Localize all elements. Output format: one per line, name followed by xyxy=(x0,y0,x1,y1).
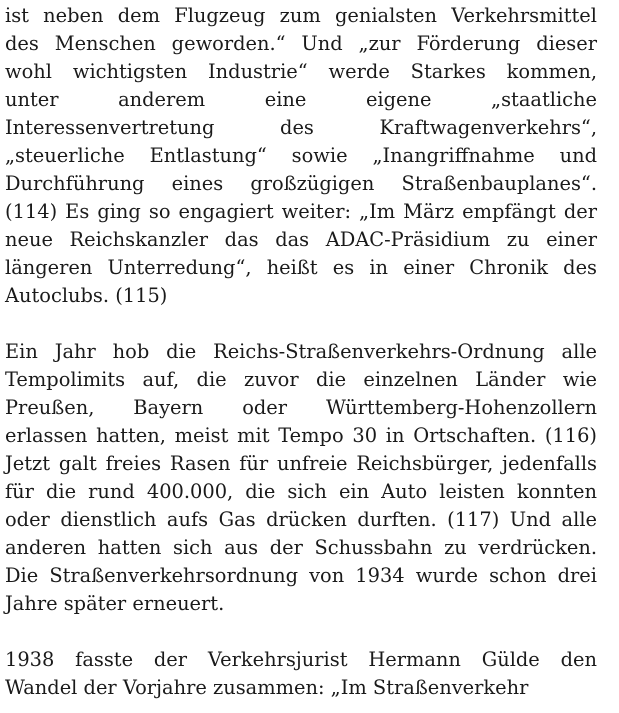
text-line: Tempolimits auf, die zuvor die einzelnen Länder wie xyxy=(5,368,597,391)
text-line: (114) Es ging so engagiert weiter: „Im März empfängt der xyxy=(5,200,597,223)
text-line: wohl wichtigsten Industrie“ werde Starkes kommen, xyxy=(5,60,597,83)
text-line: Wandel der Vorjahre zusammen: „Im Straßenverkehr xyxy=(5,676,529,699)
text-line: Interessenvertretung des Kraftwagenverkehrs“, xyxy=(5,116,597,139)
document-page xyxy=(5,2,597,702)
text-line: neue Reichskanzler das das ADAC-Präsidium zu einer xyxy=(5,228,597,251)
text-line: Durchführung eines großzügigen Straßenbauplanes“. xyxy=(5,172,597,195)
text-line: anderen hatten sich aus der Schussbahn zu verdrücken. xyxy=(5,536,597,559)
text-line: „steuerliche Entlastung“ sowie „Inangriffnahme und xyxy=(5,144,597,167)
text-line: Jetzt galt freies Rasen für unfreie Reichsbürger, jedenfalls xyxy=(5,452,597,475)
text-line: ist neben dem Flugzeug zum genialsten Verkehrsmittel xyxy=(5,4,597,27)
text-line: für die rund 400.000, die sich ein Auto leisten konnten xyxy=(5,480,597,503)
text-line: Die Straßenverkehrsordnung von 1934 wurde schon drei xyxy=(5,564,597,587)
paragraph-spacer xyxy=(5,618,597,646)
text-line: des Menschen geworden.“ Und „zur Förderung dieser xyxy=(5,32,597,55)
paragraph xyxy=(5,646,597,702)
paragraph xyxy=(5,2,597,310)
text-line: Ein Jahr hob die Reichs-Straßenverkehrs-Ordnung alle xyxy=(5,340,597,363)
text-line: längeren Unterredung“, heißt es in einer Chronik des xyxy=(5,256,597,279)
text-line: 1938 fasste der Verkehrsjurist Hermann Gülde den xyxy=(5,648,597,671)
paragraph-spacer xyxy=(5,310,597,338)
text-line: Preußen, Bayern oder Württemberg-Hohenzollern xyxy=(5,396,597,419)
text-line: oder dienstlich aufs Gas drücken durften. (117) Und alle xyxy=(5,508,597,531)
paragraph xyxy=(5,338,597,618)
text-line: erlassen hatten, meist mit Tempo 30 in Ortschaften. (116) xyxy=(5,424,597,447)
text-line: unter anderem eine eigene „staatliche xyxy=(5,88,597,111)
text-line: Autoclubs. (115) xyxy=(5,284,168,307)
text-line: Jahre später erneuert. xyxy=(5,592,225,615)
